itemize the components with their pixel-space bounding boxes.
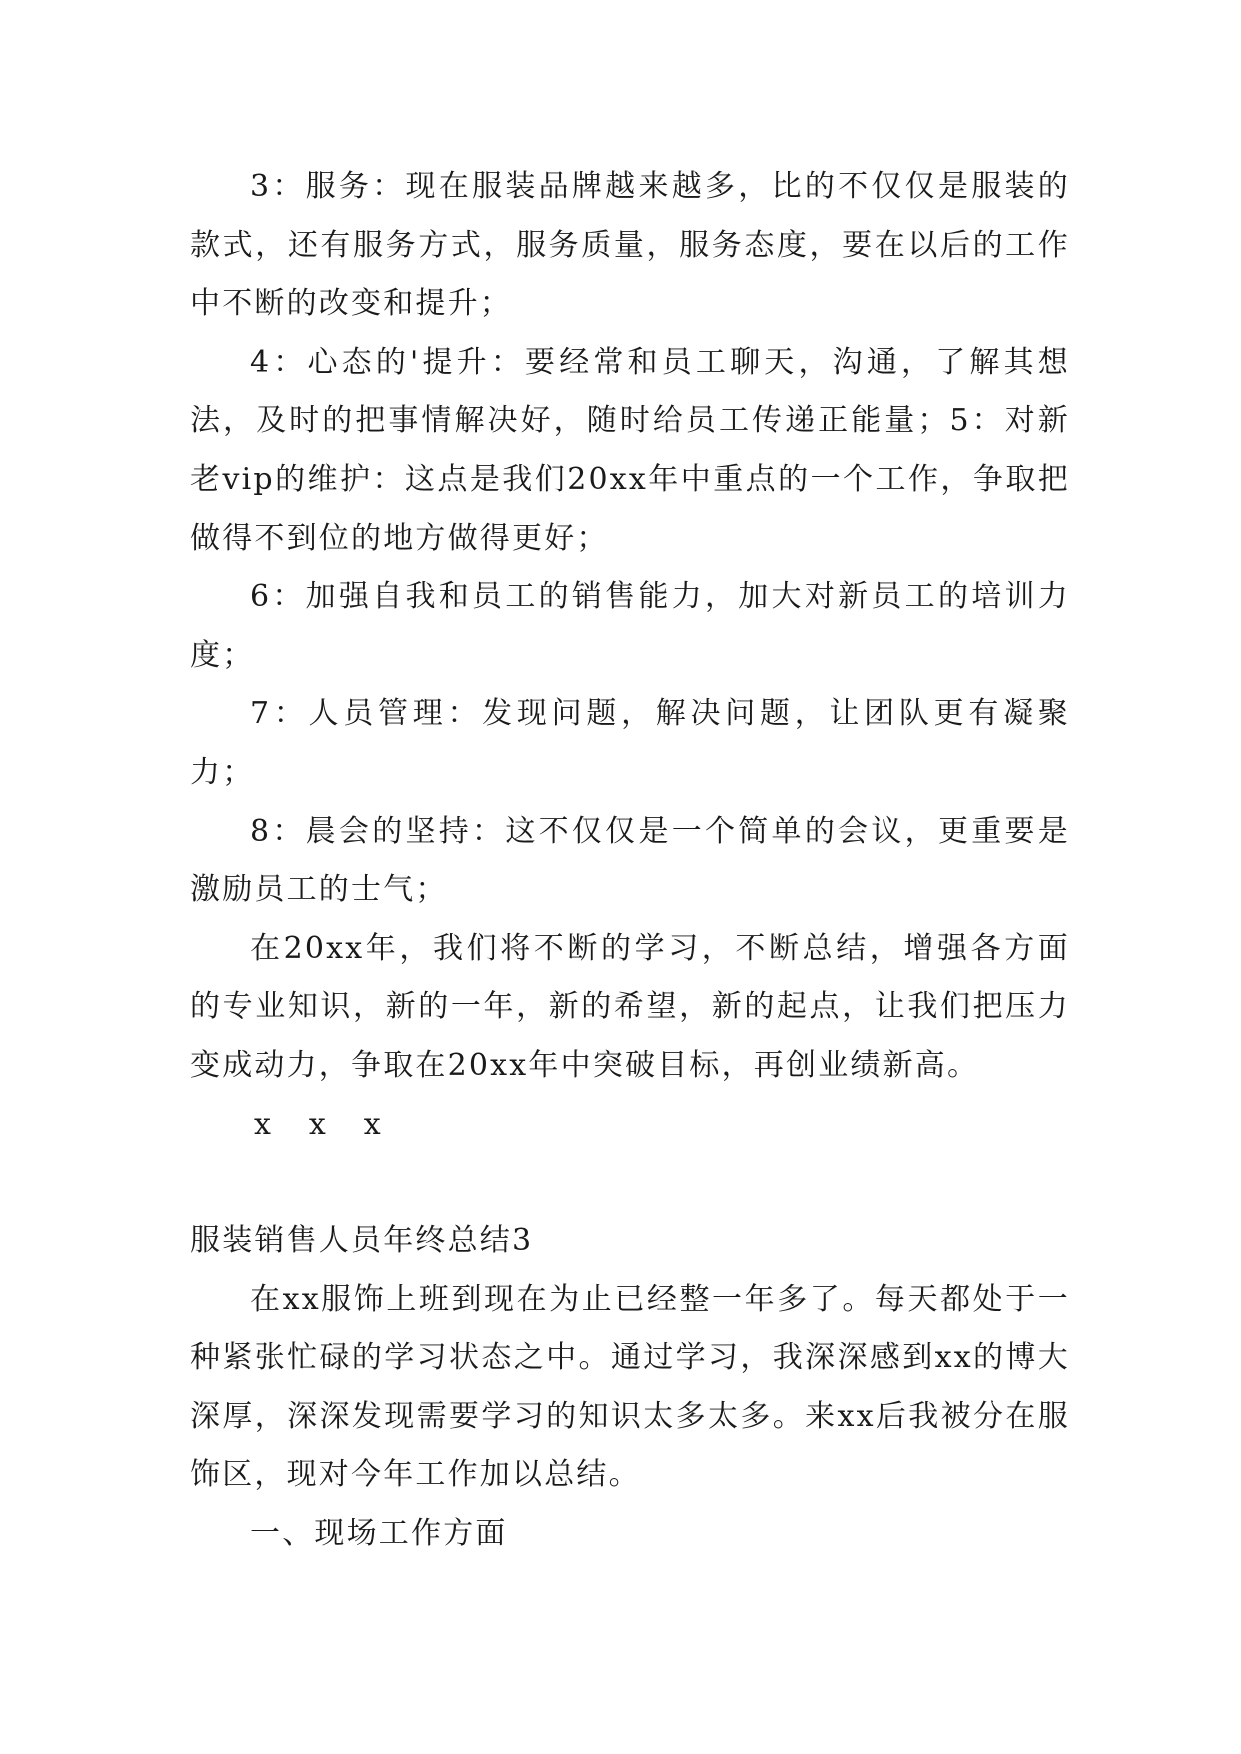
paragraph-year-outlook: 在20xx年，我们将不断的学习，不断总结，增强各方面的专业知识，新的一年，新的希望，新的起点，让我们把压力变成动力，争取在20xx年中突破目标，再创业绩新高。 <box>190 930 1070 1083</box>
paragraph-morning-meeting: 8：晨会的坚持：这不仅仅是一个简单的会议，更重要是激励员工的士气； <box>190 813 1070 908</box>
section-title: 服装销售人员年终总结3 <box>190 1223 534 1259</box>
paragraph-service: 3：服务：现在服装品牌越来越多，比的不仅仅是服装的款式，还有服务方式，服务质量，服务态度，要在以后的工作中不断的改变和提升； <box>190 169 1070 322</box>
paragraph-heading-onsite-work: 一、现场工作方面 <box>250 1516 508 1552</box>
paragraph-mindset-vip: 4：心态的'提升：要经常和员工聊天，沟通，了解其想法，及时的把事情解决好，随时给员工传递正能量；5：对新老vip的维护：这点是我们20xx年中重点的一个工作，争取把做得不到位的地方做得更好； <box>190 344 1070 556</box>
paragraph-sales-ability: 6：加强自我和员工的销售能力，加大对新员工的培训力度； <box>190 579 1070 673</box>
document-body <box>190 158 1070 1564</box>
signature: x x x <box>254 1106 383 1142</box>
paragraph-staff-management: 7：人员管理：发现问题，解决问题，让团队更有凝聚力； <box>190 696 1070 790</box>
paragraph-intro: 在xx服饰上班到现在为止已经整一年多了。每天都处于一种紧张忙碌的学习状态之中。通过学习，我深深感到xx的博大深厚，深深发现需要学习的知识太多太多。来xx后我被分在服饰区，现对今年工作加以总结。 <box>190 1281 1070 1493</box>
